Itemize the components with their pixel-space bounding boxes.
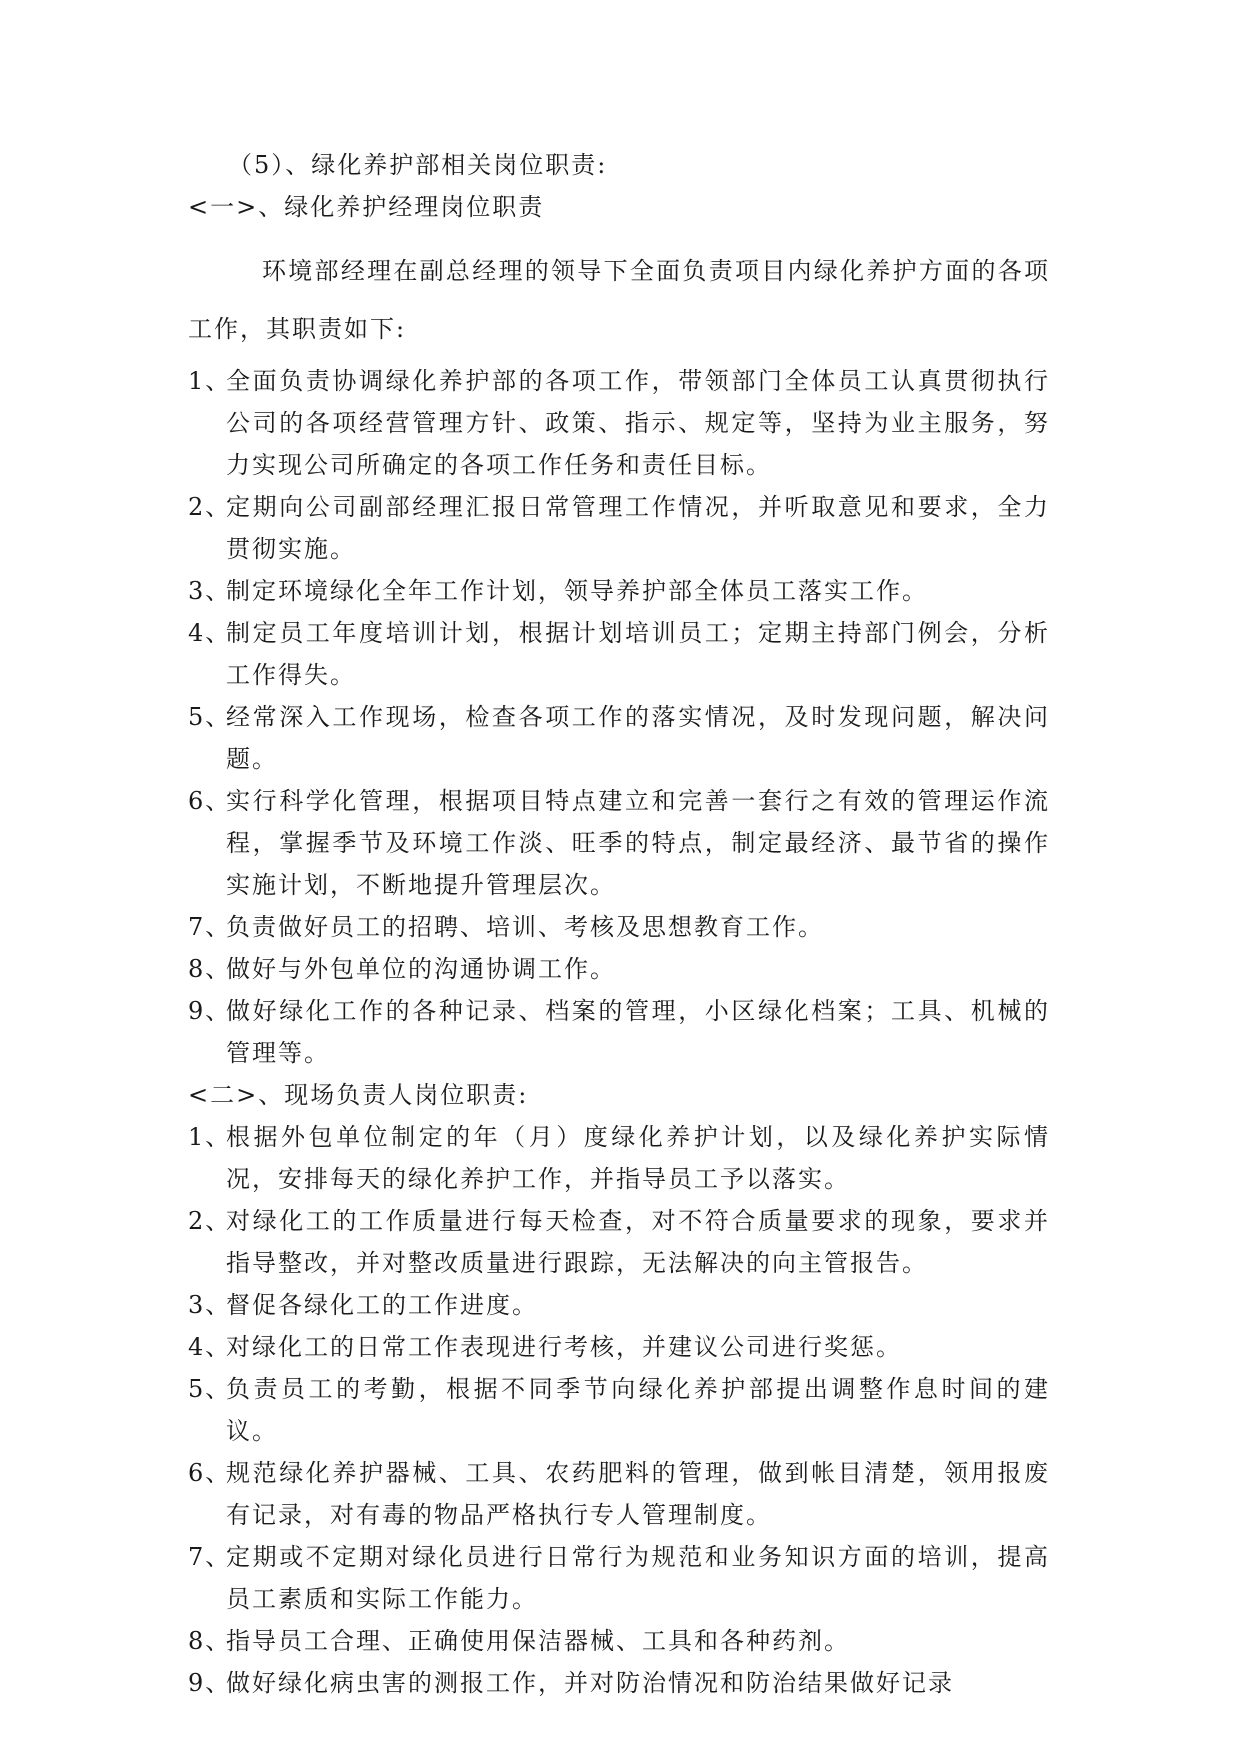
list-item-number: 7、 (188, 913, 232, 941)
list-item (188, 780, 1050, 906)
subsection-title: （5）、绿化养护部相关岗位职责: (228, 151, 608, 179)
list-item (188, 1116, 1050, 1200)
section-intro-manager: 环境部经理在副总经理的领导下全面负责项目内绿化养护方面的各项工作，其职责如下: (188, 257, 1050, 343)
list-item (188, 1284, 1050, 1326)
list-item-number: 1、 (188, 1123, 232, 1151)
list-item-number: 9、 (188, 1669, 232, 1697)
list-item-number: 3、 (188, 1291, 232, 1319)
list-item (188, 1452, 1050, 1536)
list-item-text: 负责员工的考勤，根据不同季节向绿化养护部提出调整作息时间的建议。 (226, 1375, 1050, 1445)
duty-list-site-lead (188, 1116, 1050, 1704)
list-item (188, 696, 1050, 780)
list-item-text: 督促各绿化工的工作进度。 (226, 1291, 538, 1319)
list-item-number: 8、 (188, 1627, 232, 1655)
list-item-text: 制定员工年度培训计划，根据计划培训员工；定期主持部门例会，分析工作得失。 (226, 619, 1050, 689)
list-item-text: 指导员工合理、正确使用保洁器械、工具和各种药剂。 (226, 1627, 850, 1655)
list-item (188, 906, 1050, 948)
section-title-manager: <一>、绿化养护经理岗位职责 (188, 193, 545, 221)
list-item-number: 9、 (188, 997, 232, 1025)
list-item (188, 486, 1050, 570)
section-title-site-lead: <二>、现场负责人岗位职责: (188, 1081, 529, 1109)
list-item (188, 1200, 1050, 1284)
list-item (188, 612, 1050, 696)
list-item (188, 1536, 1050, 1620)
list-item-text: 定期向公司副部经理汇报日常管理工作情况，并听取意见和要求，全力贯彻实施。 (226, 493, 1050, 563)
list-item (188, 1368, 1050, 1452)
list-item (188, 948, 1050, 990)
list-item-text: 做好与外包单位的沟通协调工作。 (226, 955, 616, 983)
list-item-number: 7、 (188, 1543, 232, 1571)
list-item-number: 3、 (188, 577, 232, 605)
list-item-number: 6、 (188, 1459, 232, 1487)
list-item (188, 570, 1050, 612)
list-item-number: 6、 (188, 787, 232, 815)
list-item (188, 1662, 1050, 1704)
list-item-text: 对绿化工的工作质量进行每天检查，对不符合质量要求的现象，要求并指导整改，并对整改质量进行跟踪，无法解决的向主管报告。 (226, 1207, 1050, 1277)
document-body (188, 144, 1050, 1704)
list-item (188, 990, 1050, 1074)
list-item-text: 实行科学化管理，根据项目特点建立和完善一套行之有效的管理运作流程，掌握季节及环境工作淡、旺季的特点，制定最经济、最节省的操作实施计划，不断地提升管理层次。 (226, 787, 1050, 899)
list-item-number: 8、 (188, 955, 232, 983)
list-item-text: 制定环境绿化全年工作计划，领导养护部全体员工落实工作。 (226, 577, 928, 605)
list-item-text: 根据外包单位制定的年（月）度绿化养护计划，以及绿化养护实际情况，安排每天的绿化养护工作，并指导员工予以落实。 (226, 1123, 1050, 1193)
list-item-number: 4、 (188, 1333, 232, 1361)
list-item (188, 360, 1050, 486)
list-item (188, 1326, 1050, 1368)
list-item-number: 5、 (188, 703, 232, 731)
list-item-text: 做好绿化工作的各种记录、档案的管理，小区绿化档案；工具、机械的管理等。 (226, 997, 1050, 1067)
list-item-text: 全面负责协调绿化养护部的各项工作，带领部门全体员工认真贯彻执行公司的各项经营管理方针、政策、指示、规定等，坚持为业主服务，努力实现公司所确定的各项工作任务和责任目标。 (226, 367, 1050, 479)
list-item-text: 经常深入工作现场，检查各项工作的落实情况，及时发现问题，解决问题。 (226, 703, 1050, 773)
list-item-number: 2、 (188, 493, 232, 521)
list-item-number: 2、 (188, 1207, 232, 1235)
list-item-text: 做好绿化病虫害的测报工作，并对防治情况和防治结果做好记录 (226, 1669, 954, 1697)
list-item-text: 对绿化工的日常工作表现进行考核，并建议公司进行奖惩。 (226, 1333, 902, 1361)
list-item (188, 1620, 1050, 1662)
duty-list-manager (188, 360, 1050, 1074)
list-item-number: 1、 (188, 367, 232, 395)
list-item-number: 5、 (188, 1375, 232, 1403)
list-item-number: 4、 (188, 619, 232, 647)
list-item-text: 规范绿化养护器械、工具、农药肥料的管理，做到帐目清楚，领用报废有记录，对有毒的物品严格执行专人管理制度。 (226, 1459, 1050, 1529)
list-item-text: 负责做好员工的招聘、培训、考核及思想教育工作。 (226, 913, 824, 941)
list-item-text: 定期或不定期对绿化员进行日常行为规范和业务知识方面的培训，提高员工素质和实际工作能力。 (226, 1543, 1050, 1613)
